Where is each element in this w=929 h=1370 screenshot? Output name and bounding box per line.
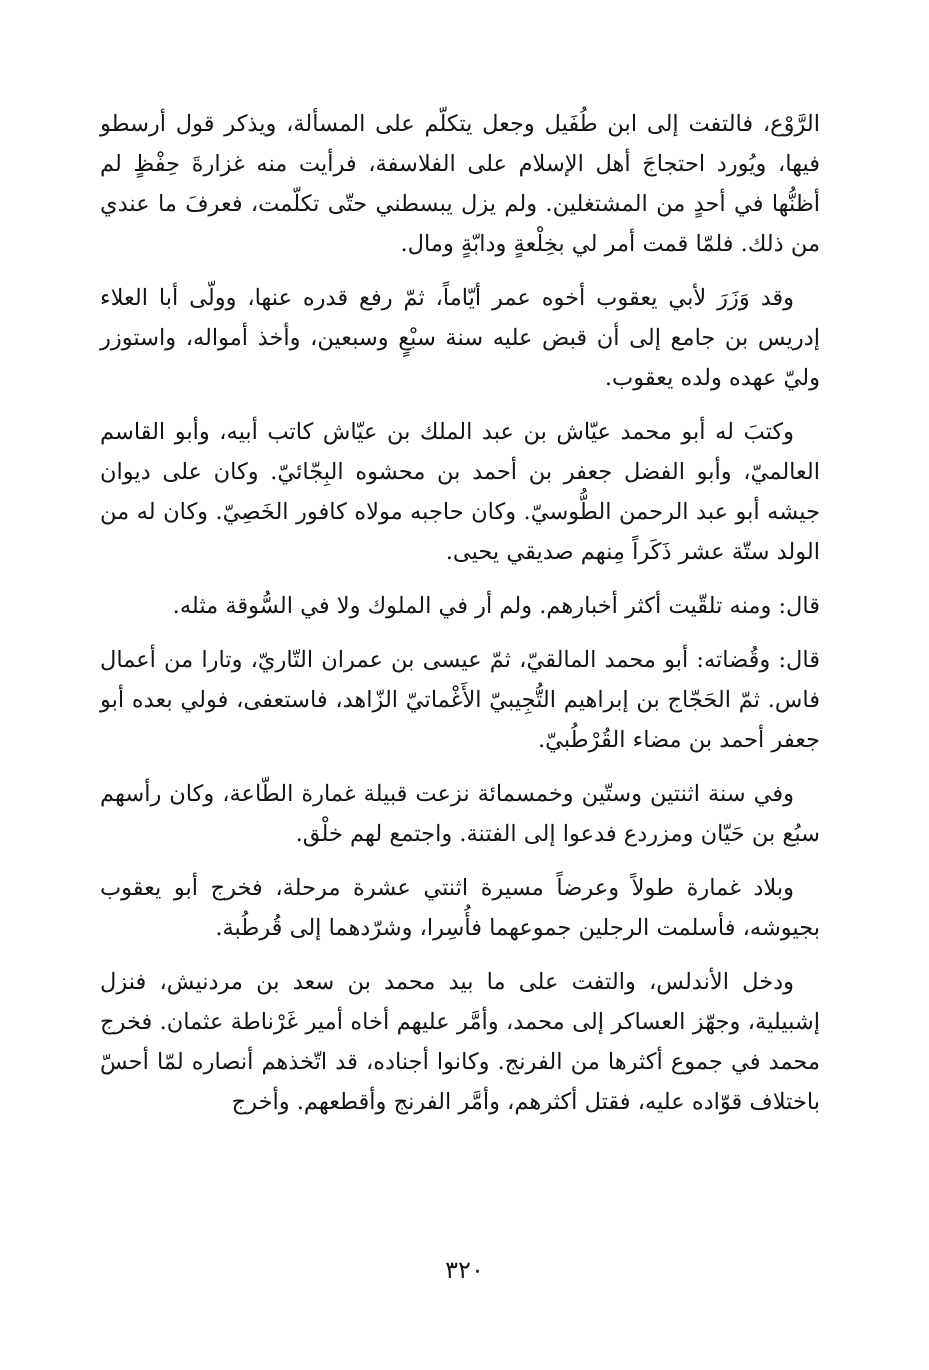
paragraph-4: قال: ومنه تلقّيت أكثر أخبارهم. ولم أر في الملوك ولا في السُّوقة مثله. (172, 593, 820, 619)
paragraph-1: الرَّوْع، فالتفت إلى ابن طُفَيل وجعل يتكلّم على المسألة، ويذكر قول أرسطو فيها، ويُورد احتجاجَ أهل الإسلام على الفلاسفة، فرأيت منه غزارةَ حِفْظٍ لم أظنُّها في أحدٍ من المشتغلين. ولم يزل يبسطني حتّى تكلّمت، فعرفَ ما عندي من ذلك. فلمّا قمت أمر لي بخِلْعةٍ ودابّةٍ ومال. (100, 111, 820, 257)
paragraph-6: وفي سنة اثنتين وستّين وخمسمائة نزعت قبيلة غمارة الطّاعة، وكان رأسهم سبُع بن حَيّان ومزردع فدعوا إلى الفتنة. واجتمع لهم خلْق. (100, 781, 820, 847)
page-body (100, 104, 820, 1136)
paragraph-2: وقد وَزَرَ لأبي يعقوب أخوه عمر أيّاماً، ثمّ رفع قدره عنها، وولّى أبا العلاء إدريس بن جامع إلى أن قبض عليه سنة سبْعٍ وسبعين، وأخذ أمواله، واستوزر وليّ عهده ولده يعقوب. (100, 285, 820, 391)
page-number: ٣٢٠ (445, 1256, 484, 1284)
paragraph-5: قال: وقُضاته: أبو محمد المالقيّ، ثمّ عيسى بن عمران التّاريّ، وتارا من أعمال فاس. ثمّ الحَجّاج بن إبراهيم التُّجِيبيّ الأَغْماتيّ الزّاهد، فاستعفى، فولي بعده أبو جعفر أحمد بن مضاء القُرْطُبيّ. (100, 647, 820, 753)
paragraph-8: ودخل الأندلس، والتفت على ما بيد محمد بن سعد بن مردنيش، فنزل إشبيلية، وجهّز العساكر إلى محمد، وأمَّر عليهم أخاه أمير غَرْناطة عثمان. فخرج محمد في جموع أكثرها من الفرنج. وكانوا أجناده، قد اتّخذهم أنصاره لمّا أحسّ باختلاف قوّاده عليه، فقتل أكثرهم، وأمَّر الفرنج وأقطعهم. وأخرج (100, 969, 820, 1115)
paragraph-7: وبلاد غمارة طولاً وعرضاً مسيرة اثنتي عشرة مرحلة، فخرج أبو يعقوب بجيوشه، فأسلمت الرجلين جموعهما فأُسِرا، وشرّدهما إلى قُرطُبة. (100, 875, 820, 941)
paragraph-3: وكتبَ له أبو محمد عيّاش بن عبد الملك بن عيّاش كاتب أبيه، وأبو القاسم العالميّ، وأبو الفضل جعفر بن أحمد بن محشوه البِجّائيّ. وكان على ديوان جيشه أبو عبد الرحمن الطُّوسيّ. وكان حاجبه مولاه كافور الخَصِيّ. وكان له من الولد ستّة عشر ذَكَراً مِنهم صديقي يحيى. (100, 419, 820, 565)
